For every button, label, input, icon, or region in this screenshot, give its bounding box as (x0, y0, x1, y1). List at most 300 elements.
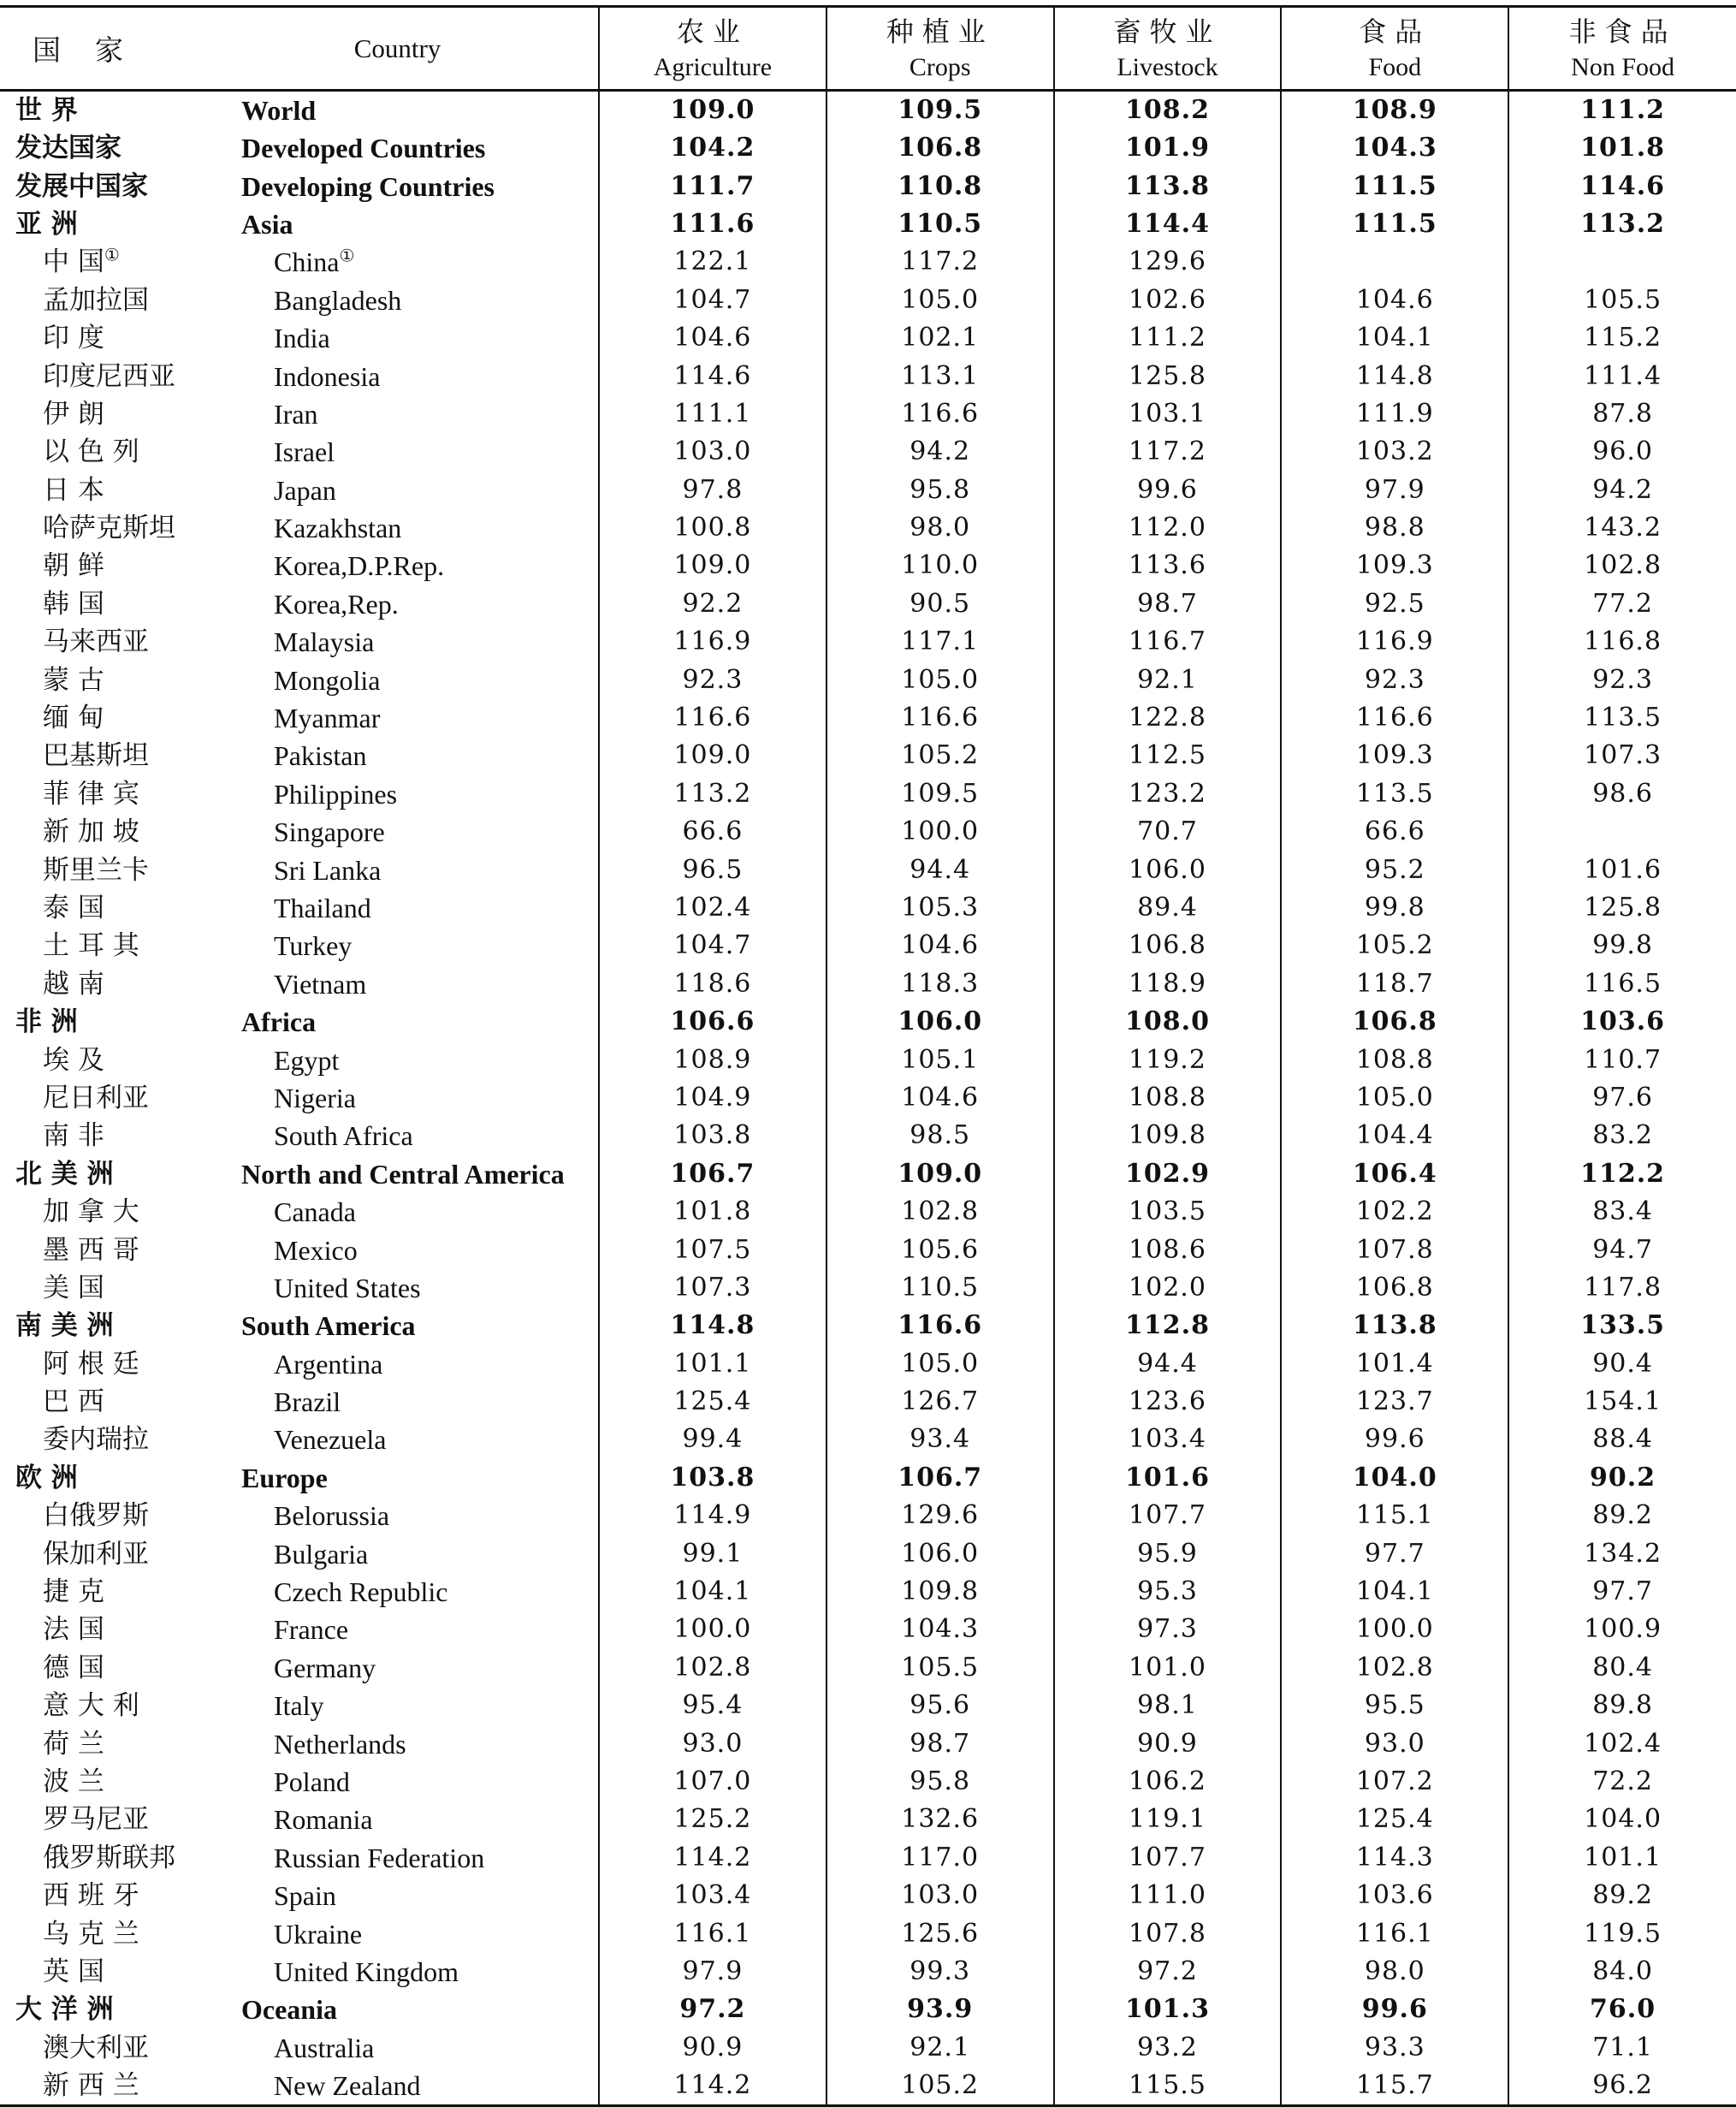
crops-value: 92.1 (827, 2029, 1054, 2067)
country-name-zh (0, 1687, 197, 1724)
non-food-value: 89.2 (1508, 1497, 1736, 1534)
country-name-en (197, 547, 599, 585)
table-row (0, 1877, 1736, 1914)
livestock-value: 98.1 (1054, 1687, 1282, 1724)
table-row (0, 1345, 1736, 1383)
country-name-en (197, 813, 599, 851)
country-name-en-text: United States (274, 1272, 421, 1303)
livestock-value: 99.6 (1054, 472, 1282, 509)
food-value: 97.7 (1281, 1534, 1508, 1572)
non-food-value: 133.5 (1508, 1307, 1736, 1344)
country-name-en (197, 737, 599, 775)
livestock-value: 95.9 (1054, 1534, 1282, 1572)
country-name-en-text: Canada (274, 1196, 356, 1228)
country-name-en (197, 1914, 599, 1952)
agriculture-value: 104.7 (599, 927, 827, 964)
country-name-zh-text: 埃 及 (43, 1044, 104, 1076)
country-name-en-text: India (274, 323, 330, 354)
country-name-en (197, 1534, 599, 1572)
food-value: 98.8 (1281, 509, 1508, 547)
crops-value: 106.0 (827, 1534, 1054, 1572)
food-value: 99.6 (1281, 1991, 1508, 2028)
agriculture-value: 100.0 (599, 1611, 827, 1648)
crops-value: 105.6 (827, 1231, 1054, 1268)
crops-value: 94.4 (827, 851, 1054, 888)
non-food-value: 107.3 (1508, 737, 1736, 775)
country-name-zh-text: 韩 国 (43, 588, 104, 620)
country-name-zh-text: 阿 根 廷 (43, 1348, 139, 1380)
country-name-zh-text: 南 非 (43, 1120, 104, 1152)
food-value: 123.7 (1281, 1383, 1508, 1421)
crops-value: 110.5 (827, 1269, 1054, 1307)
non-food-value: 96.2 (1508, 2067, 1736, 2106)
crops-value: 129.6 (827, 1497, 1054, 1534)
non-food-value: 90.2 (1508, 1459, 1736, 1497)
livestock-value: 125.8 (1054, 357, 1282, 395)
country-name-en-text: Venezuela (274, 1424, 387, 1456)
country-name-en-text: Russian Federation (274, 1842, 485, 1873)
country-name-en (197, 1839, 599, 1877)
food-value: 111.5 (1281, 205, 1508, 243)
country-name-en (197, 1231, 599, 1268)
non-food-value: 110.7 (1508, 1041, 1736, 1078)
table-row (0, 2067, 1736, 2106)
country-name-zh-text: 乌 克 兰 (43, 1918, 139, 1950)
livestock-value: 103.4 (1054, 1421, 1282, 1458)
food-value: 111.9 (1281, 395, 1508, 433)
crops-value: 105.2 (827, 737, 1054, 775)
country-name-en (197, 1953, 599, 1991)
food-value: 106.8 (1281, 1269, 1508, 1307)
country-name-en (197, 889, 599, 927)
header-country-en: Country (197, 7, 599, 91)
food-value: 100.0 (1281, 1611, 1508, 1648)
agriculture-value: 66.6 (599, 813, 827, 851)
livestock-value: 119.1 (1054, 1801, 1282, 1838)
country-name-en (197, 395, 599, 433)
agriculture-value: 104.9 (599, 1079, 827, 1117)
food-value: 104.6 (1281, 282, 1508, 319)
non-food-value: 114.6 (1508, 167, 1736, 205)
crops-value: 90.5 (827, 585, 1054, 623)
country-name-en (197, 1611, 599, 1648)
country-name-zh (0, 889, 197, 927)
non-food-value: 97.6 (1508, 1079, 1736, 1117)
food-value: 104.1 (1281, 1573, 1508, 1611)
crops-value: 104.3 (827, 1611, 1054, 1648)
agriculture-value: 114.2 (599, 2067, 827, 2106)
crops-value: 95.8 (827, 472, 1054, 509)
country-name-zh (0, 661, 197, 698)
crops-value: 113.1 (827, 357, 1054, 395)
country-name-zh-text: 中 国 (43, 246, 104, 278)
crops-value: 109.0 (827, 1155, 1054, 1193)
country-name-en (197, 775, 599, 813)
livestock-value: 89.4 (1054, 889, 1282, 927)
country-name-en-text: South Africa (274, 1120, 413, 1152)
country-name-en-text: Singapore (274, 816, 385, 848)
country-name-zh-text: 日 本 (43, 474, 104, 506)
table-row (0, 319, 1736, 357)
country-name-zh (0, 282, 197, 319)
country-name-zh-text: 缅 甸 (43, 703, 104, 734)
country-name-zh-text: 亚 洲 (15, 208, 78, 240)
header-crops (827, 7, 1054, 91)
country-name-zh (0, 357, 197, 395)
food-value: 95.5 (1281, 1687, 1508, 1724)
country-name-en-text: Mexico (274, 1234, 358, 1266)
non-food-value: 101.8 (1508, 129, 1736, 167)
agriculture-value: 109.0 (599, 737, 827, 775)
food-value: 104.0 (1281, 1459, 1508, 1497)
country-name-zh-text: 罗马尼亚 (43, 1804, 149, 1836)
country-name-en (197, 927, 599, 964)
country-name-en-text: Malaysia (274, 626, 375, 658)
footnote-marker: ① (104, 245, 120, 266)
food-value: 107.8 (1281, 1231, 1508, 1268)
livestock-value: 107.7 (1054, 1497, 1282, 1534)
food-value: 103.6 (1281, 1877, 1508, 1914)
livestock-value: 112.8 (1054, 1307, 1282, 1344)
crops-value: 105.2 (827, 2067, 1054, 2106)
food-value: 118.7 (1281, 965, 1508, 1003)
country-name-en (197, 1573, 599, 1611)
country-name-zh (0, 1914, 197, 1952)
country-name-en (197, 1991, 599, 2028)
country-name-en-text: France (274, 1614, 349, 1646)
country-name-en (197, 243, 599, 281)
livestock-value: 103.1 (1054, 395, 1282, 433)
food-value: 107.2 (1281, 1763, 1508, 1801)
agriculture-value: 113.2 (599, 775, 827, 813)
agriculture-value: 99.4 (599, 1421, 827, 1458)
crops-value: 98.0 (827, 509, 1054, 547)
country-name-zh-text: 印 度 (43, 323, 104, 354)
non-food-value: 98.6 (1508, 775, 1736, 813)
crops-value: 93.4 (827, 1421, 1054, 1458)
livestock-value: 108.0 (1054, 1003, 1282, 1041)
livestock-value: 102.6 (1054, 282, 1282, 319)
non-food-value: 99.8 (1508, 927, 1736, 964)
livestock-value: 94.4 (1054, 1345, 1282, 1383)
non-food-value: 104.0 (1508, 1801, 1736, 1838)
crops-value: 117.1 (827, 623, 1054, 661)
country-name-zh-text: 蒙 古 (43, 664, 104, 696)
country-name-en (197, 1877, 599, 1914)
country-name-en-text: South America (241, 1310, 416, 1342)
header-non-food (1508, 7, 1736, 91)
agriculture-value: 103.8 (599, 1117, 827, 1154)
region-row (0, 205, 1736, 243)
country-name-en-text: Romania (274, 1804, 373, 1836)
livestock-value: 116.7 (1054, 623, 1282, 661)
livestock-value: 92.1 (1054, 661, 1282, 698)
country-name-zh-text: 巴 西 (43, 1386, 104, 1418)
country-name-en-text: North and Central America (241, 1158, 565, 1190)
country-name-en (197, 1041, 599, 1078)
food-value: 113.5 (1281, 775, 1508, 813)
country-name-en (197, 699, 599, 737)
country-name-zh-text: 新 加 坡 (43, 816, 139, 848)
crops-value: 105.0 (827, 282, 1054, 319)
header-livestock (1054, 7, 1282, 91)
agriculture-value: 104.6 (599, 319, 827, 357)
non-food-value: 111.4 (1508, 357, 1736, 395)
table-row (0, 1953, 1736, 1991)
crops-value: 105.3 (827, 889, 1054, 927)
agriculture-value: 102.8 (599, 1649, 827, 1687)
country-name-zh-text: 哈萨克斯坦 (43, 513, 175, 544)
crops-value: 93.9 (827, 1991, 1054, 2028)
crops-value: 103.0 (827, 1877, 1054, 1914)
table-row (0, 1041, 1736, 1078)
crops-value: 105.5 (827, 1649, 1054, 1687)
food-value: 101.4 (1281, 1345, 1508, 1383)
country-name-zh (0, 1269, 197, 1307)
country-name-zh (0, 1497, 197, 1534)
country-name-zh (0, 1763, 197, 1801)
livestock-value: 108.6 (1054, 1231, 1282, 1268)
table-row (0, 1534, 1736, 1572)
country-name-zh-text: 非 洲 (15, 1006, 78, 1038)
header-non-food-zh: 非食品 (1568, 15, 1677, 48)
table-header (0, 7, 1736, 91)
livestock-value: 123.2 (1054, 775, 1282, 813)
country-name-en (197, 2029, 599, 2067)
agriculture-value: 97.9 (599, 1953, 827, 1991)
country-name-zh-text: 世 界 (15, 95, 78, 126)
livestock-value: 98.7 (1054, 585, 1282, 623)
agriculture-value: 107.3 (599, 1269, 827, 1307)
country-name-zh (0, 1724, 197, 1762)
table-row (0, 1193, 1736, 1231)
header-agriculture-zh: 农业 (676, 15, 749, 48)
food-value: 104.3 (1281, 129, 1508, 167)
country-name-en (197, 965, 599, 1003)
non-food-value (1508, 243, 1736, 281)
country-name-zh (0, 319, 197, 357)
non-food-value: 115.2 (1508, 319, 1736, 357)
table-row (0, 1687, 1736, 1724)
crops-value: 104.6 (827, 1079, 1054, 1117)
agriculture-index-table (0, 5, 1736, 2107)
country-name-zh (0, 1573, 197, 1611)
country-name-zh (0, 1421, 197, 1458)
livestock-value: 101.6 (1054, 1459, 1282, 1497)
non-food-value: 102.4 (1508, 1724, 1736, 1762)
agriculture-value: 106.7 (599, 1155, 827, 1193)
livestock-value: 107.8 (1054, 1914, 1282, 1952)
country-name-zh-text: 发达国家 (15, 133, 121, 164)
agriculture-value: 116.9 (599, 623, 827, 661)
country-name-en-text: Mongolia (274, 664, 381, 696)
region-row (0, 129, 1736, 167)
country-name-en (197, 1079, 599, 1117)
country-name-zh-text: 保加利亚 (43, 1538, 149, 1570)
crops-value: 99.3 (827, 1953, 1054, 1991)
region-row (0, 167, 1736, 205)
food-value: 115.1 (1281, 1497, 1508, 1534)
country-name-zh (0, 91, 197, 130)
food-value: 93.0 (1281, 1724, 1508, 1762)
country-name-en (197, 1649, 599, 1687)
country-name-zh-text: 斯里兰卡 (43, 854, 149, 886)
header-food-zh: 食品 (1359, 15, 1431, 48)
country-name-zh-text: 欧 洲 (15, 1462, 78, 1493)
non-food-value: 94.2 (1508, 472, 1736, 509)
agriculture-value: 97.2 (599, 1991, 827, 2028)
agriculture-value: 106.6 (599, 1003, 827, 1041)
table-row (0, 1914, 1736, 1952)
non-food-value: 89.8 (1508, 1687, 1736, 1724)
food-value: 104.1 (1281, 319, 1508, 357)
livestock-value: 101.3 (1054, 1991, 1282, 2028)
crops-value: 110.0 (827, 547, 1054, 585)
header-livestock-zh: 畜牧业 (1113, 15, 1222, 48)
non-food-value: 113.2 (1508, 205, 1736, 243)
country-name-en-text: Poland (274, 1766, 350, 1797)
food-value: 125.4 (1281, 1801, 1508, 1838)
country-name-en-text: Spain (274, 1880, 336, 1912)
country-name-en-text: Philippines (274, 778, 398, 810)
country-name-zh (0, 1041, 197, 1078)
country-name-en (197, 509, 599, 547)
country-name-zh-text: 泰 国 (43, 893, 104, 923)
header-non-food-en: Non Food (1571, 52, 1675, 81)
agriculture-value: 104.2 (599, 129, 827, 167)
crops-value: 102.1 (827, 319, 1054, 357)
non-food-value: 88.4 (1508, 1421, 1736, 1458)
country-name-zh-text: 墨 西 哥 (43, 1234, 139, 1266)
country-name-zh (0, 433, 197, 471)
country-name-zh-text: 巴基斯坦 (43, 740, 149, 772)
crops-value: 94.2 (827, 433, 1054, 471)
agriculture-value: 108.9 (599, 1041, 827, 1078)
country-name-zh (0, 851, 197, 888)
crops-value: 102.8 (827, 1193, 1054, 1231)
country-name-zh (0, 167, 197, 205)
non-food-value: 92.3 (1508, 661, 1736, 698)
table-row (0, 395, 1736, 433)
country-name-en-text: Pakistan (274, 740, 367, 772)
country-name-zh-text: 白俄罗斯 (43, 1500, 149, 1532)
country-name-zh (0, 1611, 197, 1648)
country-name-en-text: New Zealand (274, 2069, 421, 2101)
crops-value: 106.7 (827, 1459, 1054, 1497)
livestock-value: 123.6 (1054, 1383, 1282, 1421)
region-row (0, 91, 1736, 130)
food-value: 93.3 (1281, 2029, 1508, 2067)
livestock-value: 95.3 (1054, 1573, 1282, 1611)
food-value: 106.8 (1281, 1003, 1508, 1041)
agriculture-value: 90.9 (599, 2029, 827, 2067)
agriculture-value: 114.9 (599, 1497, 827, 1534)
country-name-zh-text: 马来西亚 (43, 626, 149, 658)
country-name-en (197, 1421, 599, 1458)
country-name-en-text: Korea,Rep. (274, 588, 399, 620)
non-food-value: 80.4 (1508, 1649, 1736, 1687)
food-value (1281, 243, 1508, 281)
non-food-value: 103.6 (1508, 1003, 1736, 1041)
country-name-zh-text: 尼日利亚 (43, 1082, 149, 1113)
country-name-zh (0, 699, 197, 737)
agriculture-value: 111.1 (599, 395, 827, 433)
table-body (0, 91, 1736, 2106)
country-name-en-text: Korea,D.P.Rep. (274, 550, 445, 582)
non-food-value: 105.5 (1508, 282, 1736, 319)
crops-value: 106.8 (827, 129, 1054, 167)
country-name-en (197, 1383, 599, 1421)
country-name-en (197, 205, 599, 243)
livestock-value: 90.9 (1054, 1724, 1282, 1762)
table-row (0, 243, 1736, 281)
table-row (0, 1573, 1736, 1611)
country-name-en (197, 1269, 599, 1307)
livestock-value: 103.5 (1054, 1193, 1282, 1231)
table-row (0, 699, 1736, 737)
country-name-en-text: Sri Lanka (274, 854, 382, 886)
country-name-zh (0, 1534, 197, 1572)
table-row (0, 1231, 1736, 1268)
livestock-value: 97.3 (1054, 1611, 1282, 1648)
country-name-en-text: Egypt (274, 1044, 340, 1076)
country-name-en-text: China (274, 246, 340, 278)
agriculture-value: 125.2 (599, 1801, 827, 1838)
agriculture-value: 104.1 (599, 1573, 827, 1611)
country-name-zh-text: 澳大利亚 (43, 2032, 149, 2063)
country-name-zh (0, 965, 197, 1003)
non-food-value: 116.5 (1508, 965, 1736, 1003)
country-name-en-text: Germany (274, 1652, 376, 1683)
non-food-value: 101.6 (1508, 851, 1736, 888)
crops-value: 105.1 (827, 1041, 1054, 1078)
header-agriculture (599, 7, 827, 91)
country-name-zh (0, 2067, 197, 2106)
country-name-en-text: Thailand (274, 893, 371, 923)
country-name-zh-text: 德 国 (43, 1652, 104, 1683)
table-row (0, 1383, 1736, 1421)
country-name-en-text: Turkey (274, 930, 353, 962)
country-name-zh-text: 法 国 (43, 1614, 104, 1646)
non-food-value: 113.5 (1508, 699, 1736, 737)
food-value: 113.8 (1281, 1307, 1508, 1344)
country-name-en-text: Asia (241, 208, 293, 240)
crops-value: 106.0 (827, 1003, 1054, 1041)
country-name-zh-text: 以 色 列 (43, 436, 139, 468)
agriculture-value: 92.3 (599, 661, 827, 698)
country-name-en (197, 433, 599, 471)
country-name-en (197, 129, 599, 167)
non-food-value: 90.4 (1508, 1345, 1736, 1383)
country-name-en-text: Bulgaria (274, 1538, 369, 1570)
crops-value: 116.6 (827, 1307, 1054, 1344)
country-name-zh (0, 1307, 197, 1344)
table-row (0, 813, 1736, 851)
table-row (0, 1611, 1736, 1648)
food-value: 108.9 (1281, 91, 1508, 130)
country-name-en (197, 1155, 599, 1193)
livestock-value: 107.7 (1054, 1839, 1282, 1877)
country-name-en-text: Iran (274, 398, 318, 430)
table-row (0, 661, 1736, 698)
agriculture-value: 97.8 (599, 472, 827, 509)
region-row (0, 1991, 1736, 2028)
country-name-en-text: Oceania (241, 1994, 337, 2026)
country-name-zh-text: 北 美 洲 (15, 1158, 114, 1190)
table-row (0, 889, 1736, 927)
agriculture-value: 95.4 (599, 1687, 827, 1724)
country-name-zh (0, 1801, 197, 1838)
